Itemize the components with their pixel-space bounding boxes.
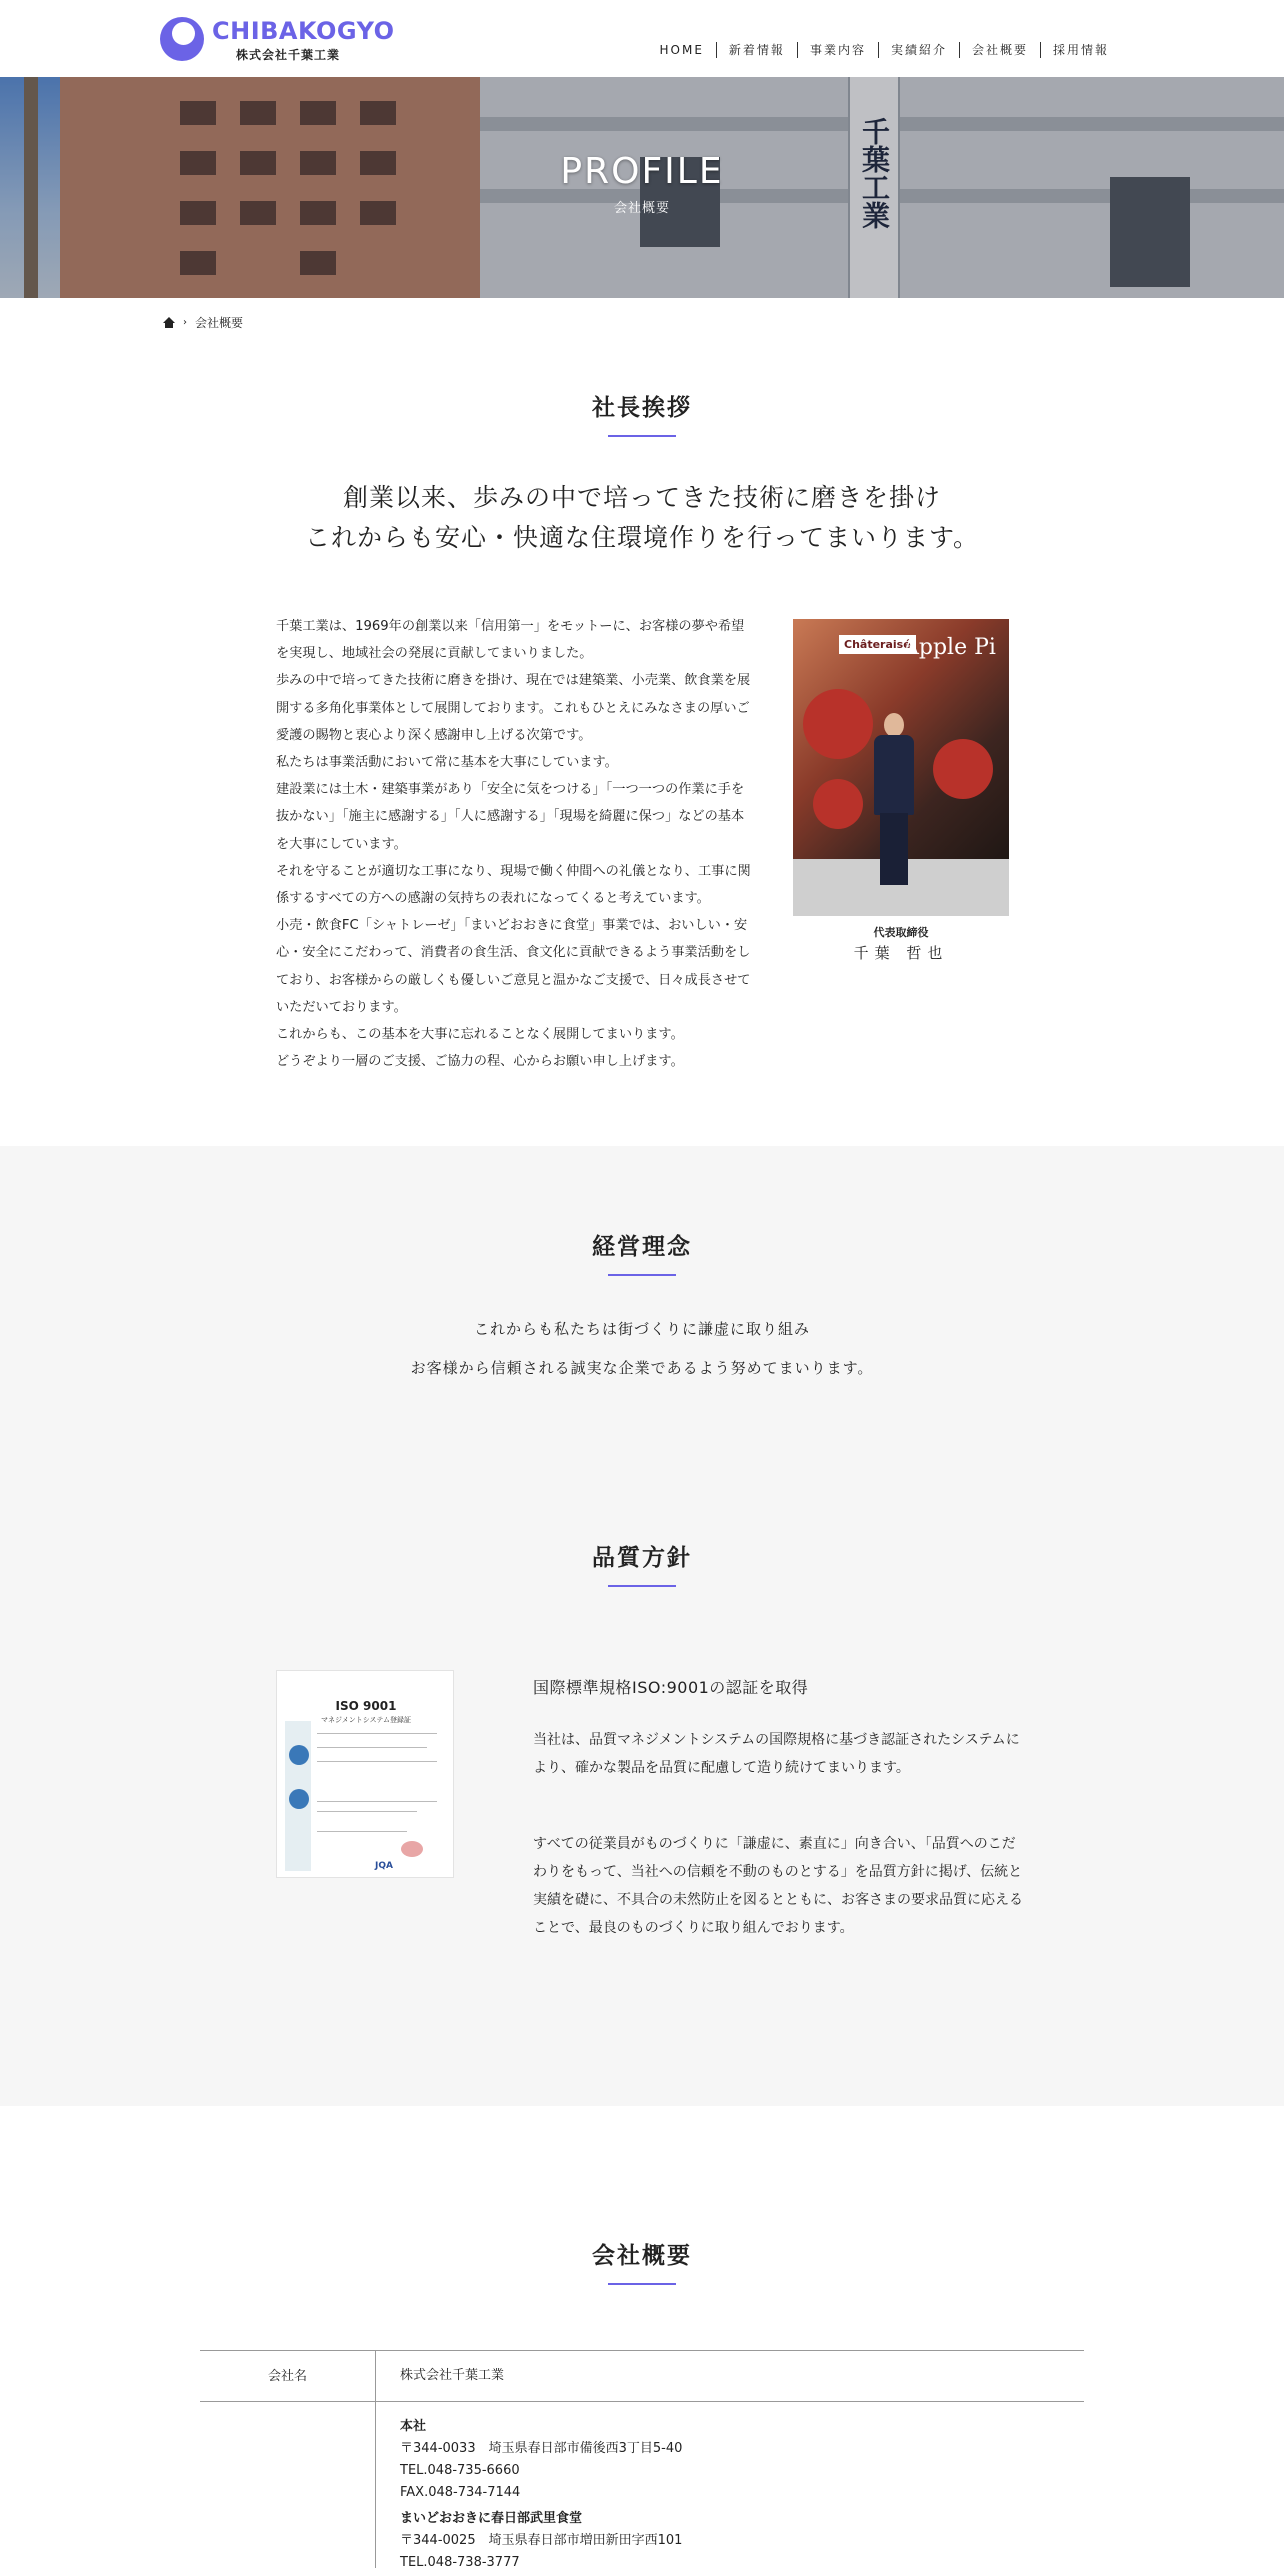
office-address: 〒344-0033 埼玉県春日部市備後西3丁目5-40 xyxy=(400,2441,683,2456)
nav-news[interactable]: 新着情報 xyxy=(716,42,797,58)
section-title-quality: 品質方針 xyxy=(592,1545,692,1571)
table-row xyxy=(200,2351,1084,2402)
ceo-title: 代表取締役 xyxy=(873,926,929,939)
quality-paragraph-1: 当社は、品質マネジメントシステムの国際規格に基づき認証されたシステムにより、確かな製品を品質に配慮して造り続けてまいります。 xyxy=(533,1732,1020,1776)
ceo-figure-legs xyxy=(880,813,908,885)
greeting-paragraph: 建設業には土木・建築事業があり「安全に気をつける」「一つ一つの作業に手を抜かない」「施主に感謝する」「人に感謝する」「現場を綺麗に保つ」などの基本を大事にしています。 xyxy=(276,782,745,852)
office-address: 〒344-0025 埼玉県春日部市増田新田字西101 xyxy=(400,2533,683,2548)
cert-badge-icon xyxy=(289,1789,309,1809)
greeting-paragraph: それを守ることが適切な工事になり、現場で働く仲間への礼儀となり、工事に関係するすべての方への感謝の気持ちの表れになってくると考えています。 xyxy=(276,863,751,907)
apple-shape xyxy=(933,739,993,799)
section-title-philosophy: 経営理念 xyxy=(592,1234,692,1260)
home-icon[interactable] xyxy=(163,317,175,328)
nav-company[interactable]: 会社概要 xyxy=(959,42,1040,58)
office-tel: TEL.048-735-6660 xyxy=(400,2463,520,2478)
cert-title: ISO 9001 xyxy=(335,1699,397,1713)
hero-subtitle: 会社概要 xyxy=(613,201,670,216)
office-tel: TEL.048-738-3777 xyxy=(400,2555,520,2568)
global-nav xyxy=(648,42,1121,58)
ceo-name: 千葉 哲也 xyxy=(853,944,949,962)
cert-rule xyxy=(317,1811,417,1812)
cert-subtitle: マネジメントシステム登録証 xyxy=(320,1716,412,1724)
ceo-photo xyxy=(793,619,1009,916)
quality-subheading: 国際標準規格ISO:9001の認証を取得 xyxy=(533,1678,809,1697)
greeting-paragraph: 小売・飲食FC「シャトレーゼ」「まいどおおきに食堂」事業では、おいしい・安心・安全にこだわって、消費者の食生活、食文化に貢献できるよう事業活動をしており、お客様からの厳しくも優しいご意見と温かなご支援で、日々成長させていただいております。 xyxy=(276,918,751,1015)
table-value-cell: 株式会社千葉工業 xyxy=(400,2368,505,2383)
section-title-greeting: 社長挨拶 xyxy=(592,395,692,421)
philosophy-line1: これからも私たちは街づくりに謙虚に取り組み xyxy=(473,1320,810,1338)
company-table xyxy=(200,2350,1084,2568)
table-header-cell: 会社名 xyxy=(200,2351,376,2401)
greeting-lead-line1: 創業以来、歩みの中で培ってきた技術に磨きを掛け xyxy=(342,483,941,512)
table-value-cell xyxy=(376,2402,1084,2568)
table-row xyxy=(200,2402,1084,2568)
chevron-right-icon: › xyxy=(183,317,187,328)
nav-works[interactable]: 実績紹介 xyxy=(878,42,959,58)
table-header-cell xyxy=(200,2402,376,2568)
section-title-company: 会社概要 xyxy=(592,2243,692,2269)
section-underline xyxy=(608,1585,676,1587)
cert-rule xyxy=(317,1747,427,1748)
cert-rule xyxy=(317,1801,437,1802)
section-underline xyxy=(608,2283,676,2285)
cert-seal-icon xyxy=(401,1841,423,1857)
greeting-lead-line2: これからも安心・快適な住環境作りを行ってまいります。 xyxy=(304,523,979,552)
greeting-paragraph: 私たちは事業活動において常に基本を大事にしています。 xyxy=(276,755,618,771)
greeting-paragraph: これからも、この基本を大事に忘れることなく展開してまいります。 xyxy=(276,1027,684,1043)
cert-rule xyxy=(317,1831,407,1832)
iso-certificate-image xyxy=(276,1670,454,1878)
apple-shape xyxy=(803,689,873,759)
breadcrumb xyxy=(163,314,243,331)
office-name: まいどおおきに春日部武里食堂 xyxy=(400,2511,583,2526)
cert-rule xyxy=(317,1761,437,1762)
nav-home[interactable]: HOME xyxy=(659,43,704,57)
nav-recruit[interactable]: 採用情報 xyxy=(1040,42,1121,58)
site-logo[interactable] xyxy=(160,17,395,65)
quality-paragraph-2: すべての従業員がものづくりに「謙虚に、素直に」向き合い、「品質へのこだわりをもって、当社への信頼を不動のものとする」を品質方針に掲げ、伝統と実績を礎に、不具合の未然防止を図るとともに、お客さまの要求品質に応えることで、最良のものづくりに取り組んでおります。 xyxy=(533,1836,1023,1936)
ceo-figure-body xyxy=(874,735,914,815)
logo-text-jp: 株式会社千葉工業 xyxy=(236,48,341,62)
hero-title: PROFILE xyxy=(560,151,724,192)
signboard-text: 千葉工業 xyxy=(858,117,891,229)
photo-banner-text: Apple Pi xyxy=(903,635,996,660)
photo-brand-label: Châteraisé xyxy=(839,635,916,654)
site-header xyxy=(0,0,1284,77)
cert-rule xyxy=(317,1733,437,1734)
office-fax: FAX.048-734-7144 xyxy=(400,2485,521,2500)
ceo-figure-head xyxy=(884,713,904,737)
cert-badge-icon xyxy=(289,1745,309,1765)
apple-shape xyxy=(813,779,863,829)
greeting-paragraph: 千葉工業は、1969年の創業以来「信用第一」をモットーに、お客様の夢や希望を実現し、地域社会の発展に貢献してまいりました。 xyxy=(276,619,745,662)
cert-issuer: JQA xyxy=(375,1861,393,1871)
breadcrumb-current: 会社概要 xyxy=(195,316,244,330)
greeting-body xyxy=(276,613,752,1075)
philosophy-line2: お客様から信頼される誠実な企業であるよう努めてまいります。 xyxy=(410,1359,874,1377)
nav-business[interactable]: 事業内容 xyxy=(797,42,878,58)
office-name: 本社 xyxy=(400,2419,427,2434)
greeting-paragraph: どうぞより一層のご支援、ご協力の程、心からお願い申し上げます。 xyxy=(276,1054,684,1070)
gray-band xyxy=(0,1146,1284,2106)
greeting-paragraph: 歩みの中で培ってきた技術に磨きを掛け、現在では建築業、小売業、飲食業を展開する多角化事業体として展開しております。これもひとえにみなさまの厚いご愛護の賜物と衷心より深く感謝申し上げる次第です。 xyxy=(276,673,751,743)
hero-banner xyxy=(0,77,1284,298)
section-underline xyxy=(608,1274,676,1276)
section-underline xyxy=(608,435,676,437)
logo-mark-icon xyxy=(160,17,204,61)
logo-text-en: CHIBAKOGYO xyxy=(212,17,395,45)
